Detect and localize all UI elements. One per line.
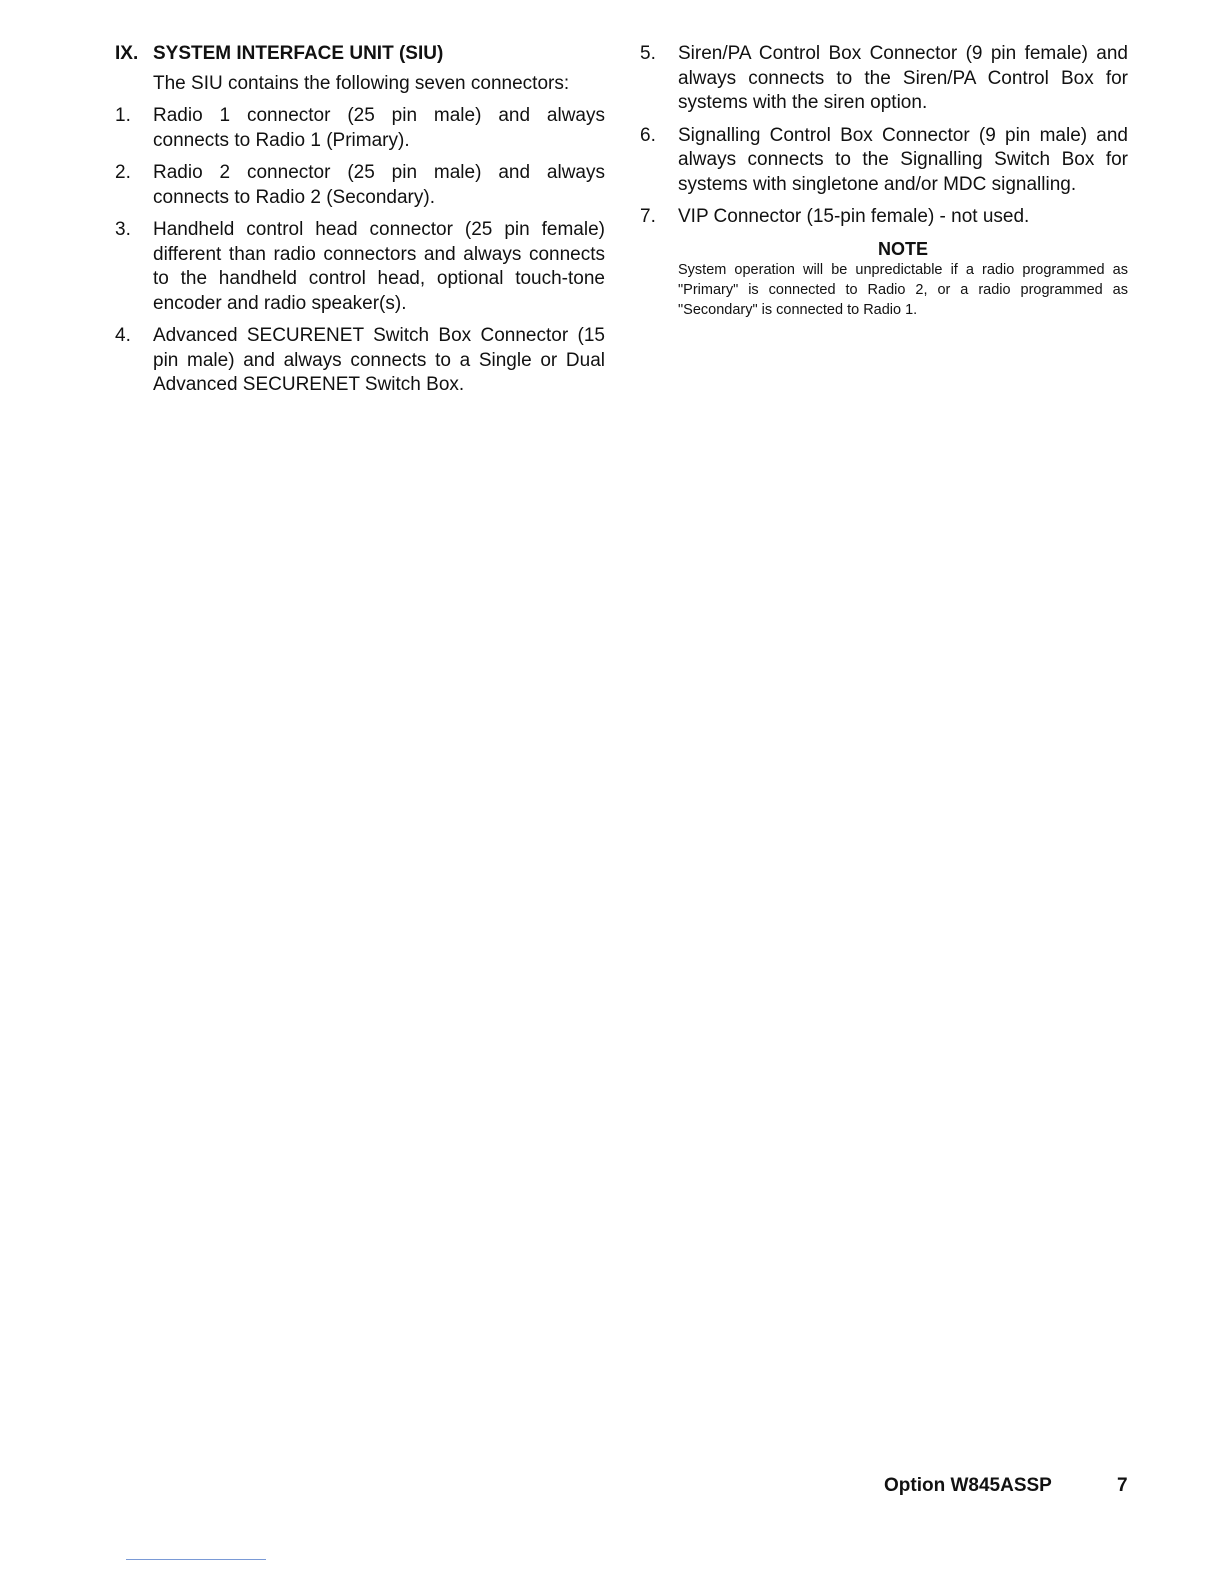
list-item-text: Siren/PA Control Box Connector (9 pin female) and always connects to the Siren/PA Control Box for systems with the siren option. — [678, 43, 1128, 113]
section-title: SYSTEM INTERFACE UNIT (SIU) — [153, 43, 444, 64]
list-item-text: Advanced SECURENET Switch Box Connector (15 pin male) and always connects to a Single or Dual Advanced SECURENET Switch Box. — [153, 325, 605, 395]
list-item — [115, 218, 605, 316]
note-box — [678, 238, 1128, 320]
section-number: IX. — [115, 43, 139, 64]
bottom-rule — [126, 1559, 266, 1560]
list-item-number: 1. — [115, 105, 131, 126]
note-title: NOTE — [877, 238, 928, 259]
list-item-text: Signalling Control Box Connector (9 pin male) and always connects to the Signalling Switch Box for systems with singletone and/or MDC signalling. — [678, 124, 1128, 195]
section-intro: The SIU contains the following seven connectors: — [153, 73, 570, 94]
list-item — [115, 104, 605, 153]
list-item-number: 3. — [115, 219, 131, 240]
list-item-number: 7. — [640, 206, 656, 227]
list-item — [640, 42, 1128, 116]
page-number: 7 — [1117, 1475, 1128, 1496]
list-item-text: Radio 2 connector (25 pin male) and always connects to Radio 2 (Secondary). — [153, 162, 605, 208]
note-text: System operation will be unpredictable if a radio programmed as "Primary" is connected to Radio 2, or a radio programmed as "Secondary" is connected to Radio 1. — [678, 261, 1128, 318]
list-item — [115, 324, 605, 398]
list-item-text: Radio 1 connector (25 pin male) and always connects to Radio 1 (Primary). — [153, 105, 605, 151]
section-heading — [115, 42, 605, 66]
list-item-number: 2. — [115, 162, 131, 183]
list-item — [115, 161, 605, 210]
right-column — [640, 42, 1128, 320]
list-item-text: Handheld control head connector (25 pin female) different than radio connectors and always connects to the handheld control head, optional touch-tone encoder and radio speaker(s). — [153, 219, 605, 314]
list-item-number: 5. — [640, 43, 656, 64]
list-item-number: 4. — [115, 325, 131, 346]
left-column — [115, 42, 605, 406]
footer-option-label: Option W845ASSP — [884, 1475, 1052, 1496]
list-item — [640, 205, 1128, 230]
list-item-text: VIP Connector (15-pin female) - not used. — [678, 206, 1030, 227]
list-item-number: 6. — [640, 124, 656, 146]
list-item — [640, 124, 1128, 198]
